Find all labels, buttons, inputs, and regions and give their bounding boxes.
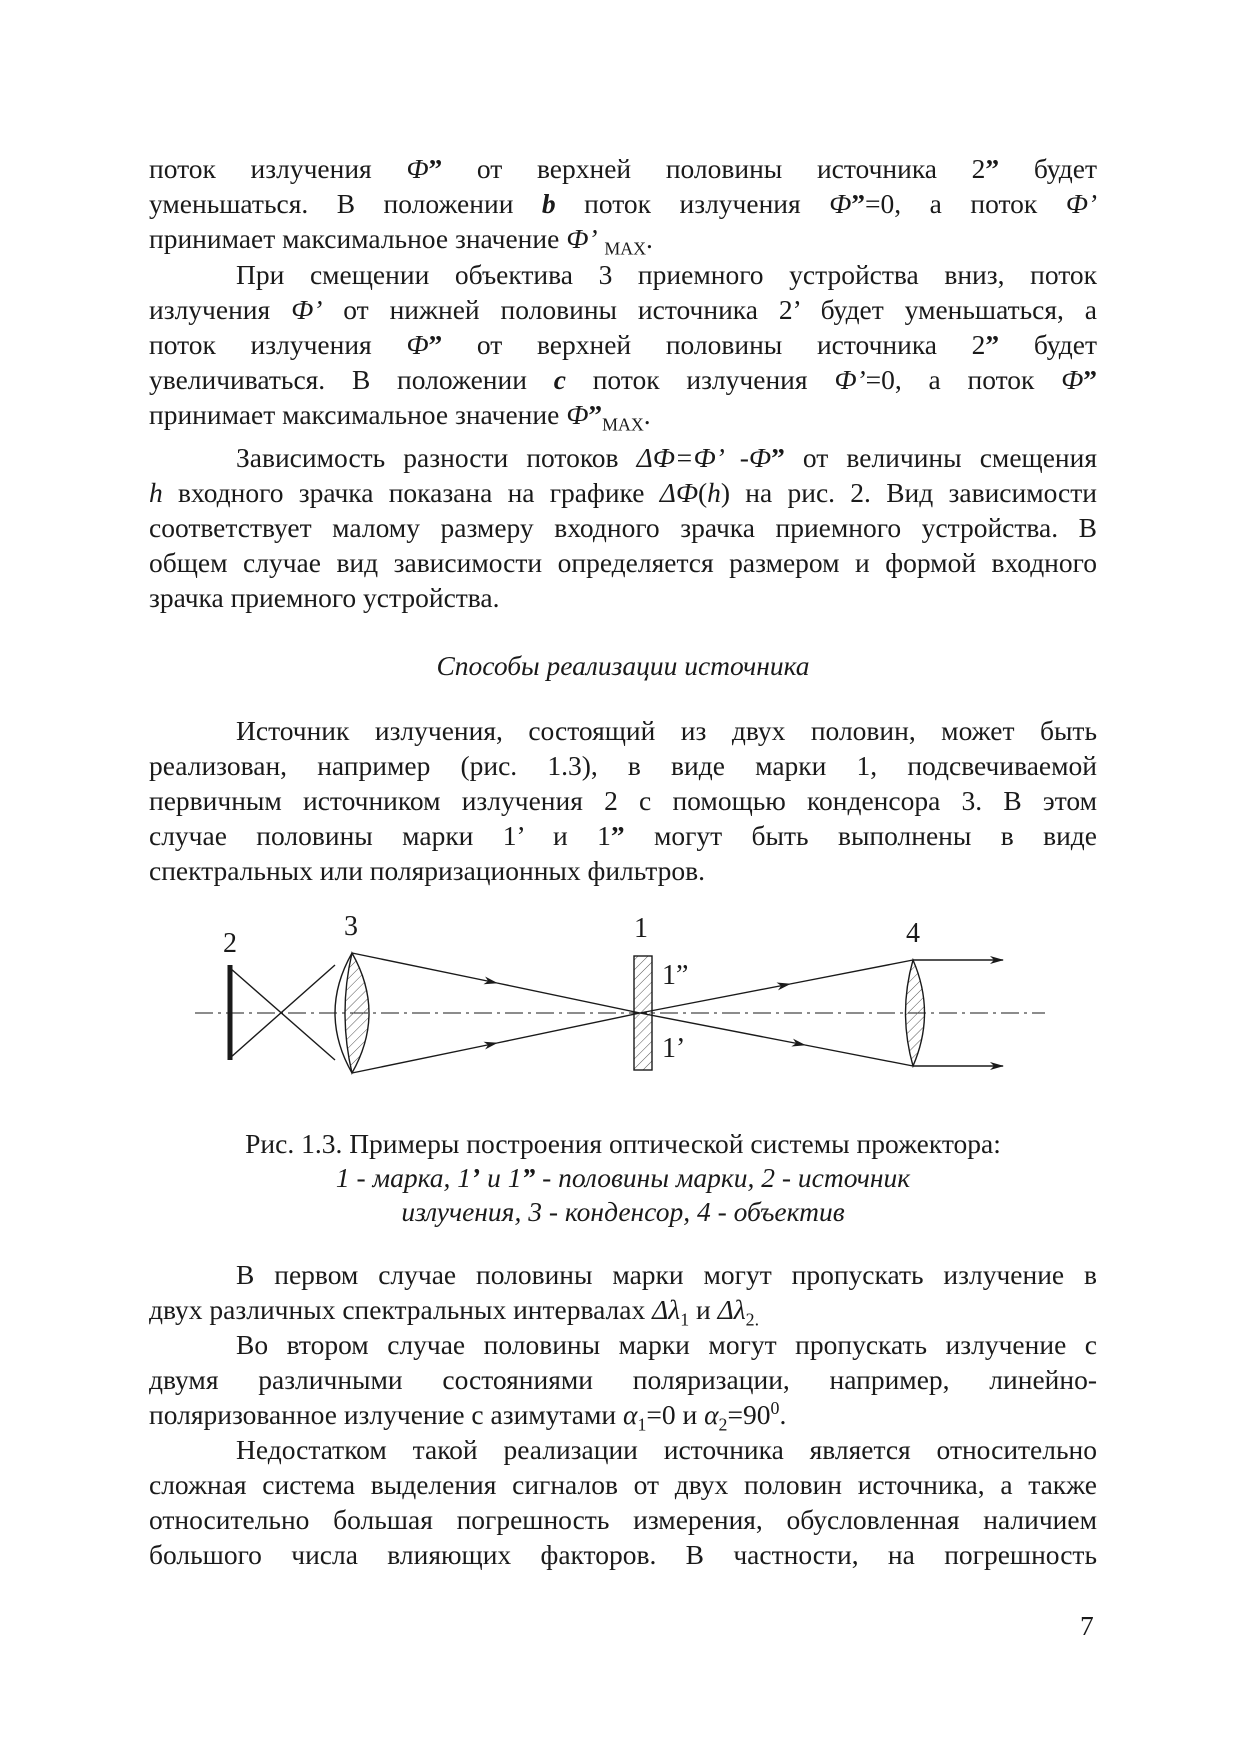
text-line: h входного зрачка показана на графике ΔФ(h) на рис. 2. Вид зависимости bbox=[149, 477, 1097, 508]
text-line: принимает максимальное значение Ф’ $_{MAX}$. bbox=[149, 223, 653, 259]
text-line: относительно большая погрешность измерения, обусловленная наличием bbox=[149, 1504, 1097, 1535]
paragraph-6 bbox=[149, 1327, 1097, 1435]
text-line: общем случае вид зависимости определяется размером и формой входного bbox=[149, 547, 1097, 578]
ray bbox=[352, 953, 497, 983]
paragraph-5 bbox=[149, 1257, 1097, 1330]
text-line: поток излучения Ф” от верхней половины источника 2” будет bbox=[149, 329, 1097, 360]
section-heading: Способы реализации источника bbox=[436, 650, 810, 681]
text-line: зрачка приемного устройства. bbox=[149, 582, 500, 613]
text-line: поляризованное излучение с азимутами $\alpha_1=0$ и $\alpha_2=90^0$. bbox=[149, 1397, 787, 1435]
text-line: случае половины марки 1’ и 1” могут быть выполнены в виде bbox=[149, 820, 1097, 851]
label-objective-4: 4 bbox=[906, 918, 920, 949]
text-line: Недостатком такой реализации источника является относительно bbox=[236, 1434, 1097, 1465]
ray bbox=[230, 965, 335, 1058]
condenser-lens-element bbox=[345, 953, 369, 1073]
label-lower-half: 1’ bbox=[662, 1033, 686, 1064]
ray bbox=[230, 968, 335, 1060]
text-line: двух различных спектральных интервалах $\Delta\lambda_1$ и $\Delta\lambda_{2.}$ bbox=[149, 1294, 760, 1330]
ray bbox=[352, 1043, 497, 1073]
ray bbox=[805, 1045, 913, 1066]
label-mark-1: 1 bbox=[634, 913, 648, 944]
text-line: Источник излучения, состоящий из двух половин, может быть bbox=[236, 715, 1097, 746]
caption-line: Рис. 1.3. Примеры построения оптической системы прожектора: bbox=[245, 1128, 1001, 1159]
objective-4 bbox=[906, 960, 925, 1066]
text-line: Зависимость разности потоков ΔФ=Ф’ -Ф” от величины смещения bbox=[236, 442, 1098, 473]
text-line: соответствует малому размеру входного зрачка приемного устройства. В bbox=[149, 512, 1097, 543]
label-condenser-3: 3 bbox=[344, 911, 358, 942]
text-line: сложная система выделения сигналов от двух половин источника, а также bbox=[149, 1469, 1097, 1500]
text-line: излучения Ф’ от нижней половины источника 2’ будет уменьшаться, а bbox=[149, 294, 1097, 325]
text-line: спектральных или поляризационных фильтров. bbox=[149, 855, 705, 886]
label-source-2: 2 bbox=[223, 928, 237, 959]
text-line: увеличиваться. В положении c поток излучения Ф’=0, а поток Ф” bbox=[149, 364, 1097, 395]
text-line: большого числа влияющих факторов. В частности, на погрешность bbox=[149, 1539, 1097, 1570]
text-line: реализован, например (рис. 1.3), в виде марки 1, подсвечиваемой bbox=[149, 750, 1097, 781]
text-line: принимает максимальное значение $Ф”_{MAX}$. bbox=[149, 399, 651, 435]
ray bbox=[790, 960, 913, 984]
label-upper-half: 1” bbox=[662, 960, 689, 991]
page-number: 7 bbox=[1080, 1610, 1094, 1641]
text-line: Во втором случае половины марки могут пропускать излучение с bbox=[236, 1329, 1097, 1360]
text-line: поток излучения Ф” от верхней половины источника 2” будет bbox=[149, 153, 1097, 184]
ray bbox=[497, 1013, 640, 1043]
paragraph-7 bbox=[149, 1432, 1097, 1572]
figure-caption bbox=[149, 1127, 1097, 1229]
caption-line: 1 - марка, 1’ и 1” - половины марки, 2 - источник bbox=[335, 1162, 911, 1193]
text-line: В первом случае половины марки могут пропускать излучение в bbox=[236, 1259, 1097, 1290]
text-line: двумя различными состояниями поляризации, например, линейно- bbox=[149, 1364, 1097, 1395]
ray bbox=[497, 983, 640, 1013]
caption-line: излучения, 3 - конденсор, 4 - объектив bbox=[401, 1196, 845, 1227]
text-line: первичным источником излучения 2 с помощью конденсора 3. В этом bbox=[149, 785, 1097, 816]
text-line: При смещении объектива 3 приемного устройства вниз, поток bbox=[236, 259, 1097, 290]
text-line: уменьшаться. В положении b поток излучения Ф”=0, а поток Ф’ bbox=[149, 188, 1097, 219]
